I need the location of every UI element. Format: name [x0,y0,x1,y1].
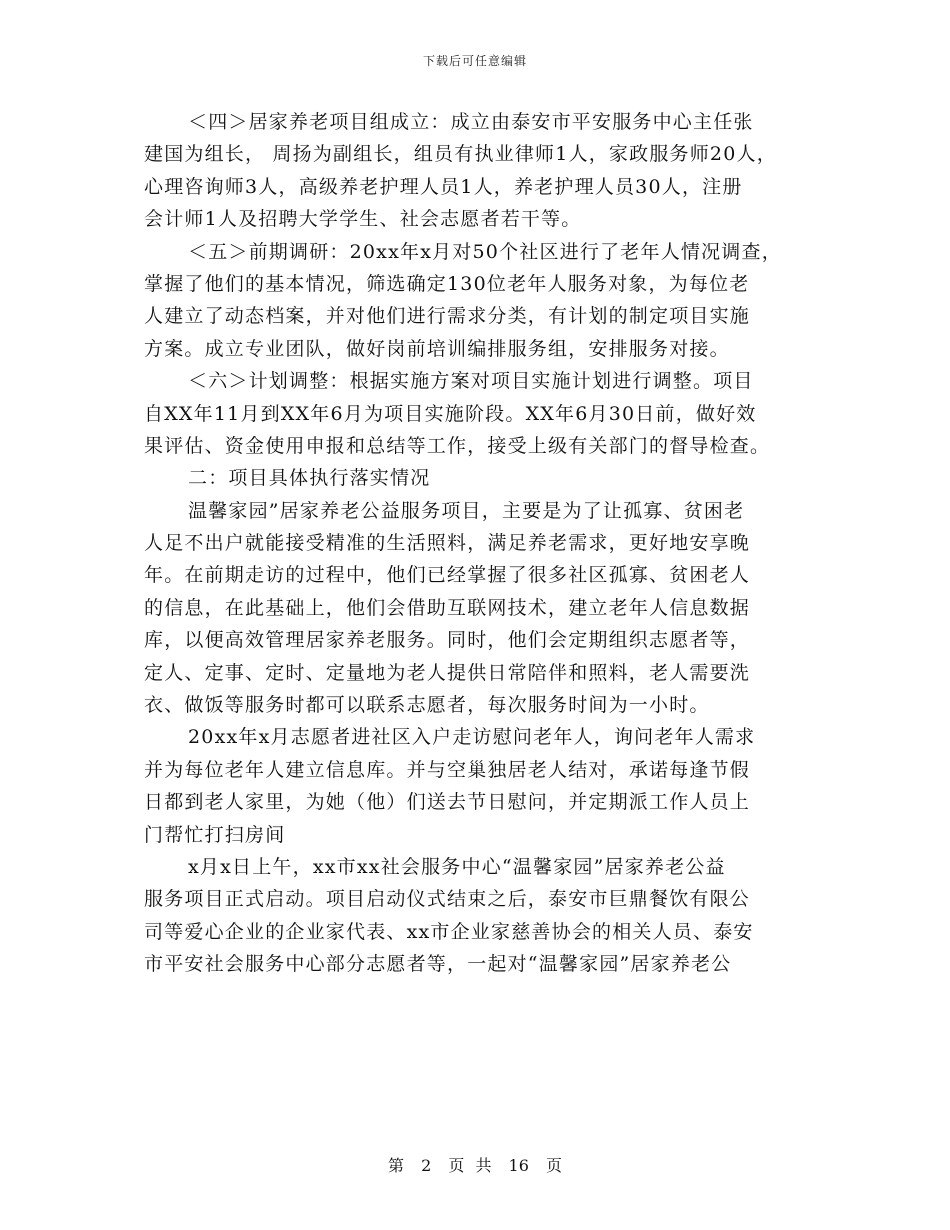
text-line: 门帮忙打扫房间 [144,823,286,846]
text-line: 果评估、资金使用申报和总结等工作，接受上级有关部门的督导检查。 [144,434,771,457]
text-line: 心理咨询师3人，高级养老护理人员1人，养老护理人员30人，注册 [144,175,743,198]
text-line: 司等爱心企业的企业家代表、xx市企业家慈善协会的相关人员、泰安 [144,920,754,943]
text-line: ＜四＞居家养老项目组成立：成立由泰安市平安服务中心主任张 [188,111,754,133]
text-line: 建国为组长， 周扬为副组长，组员有执业律师1人，家政服务师20人， [144,143,777,166]
total-page-count: 16 [508,1156,529,1175]
text-line: 20xx年x月志愿者进社区入户走访慰问老年人，询问老年人需求 [188,726,756,749]
text-line: 定人、定事、定时、定量地为老人提供日常陪伴和照料，老人需要洗 [144,661,751,684]
text-line: 温馨家园”居家养老公益服务项目，主要是为了让孤寡、贫困老 [188,499,745,522]
footer-suffix: 页 [546,1156,563,1175]
text-line: 并为每位老年人建立信息库。并与空巢独居老人结对，承诺每逢节假 [144,758,751,781]
text-line: 方案。成立专业团队，做好岗前培训编排服务组，安排服务对接。 [144,337,730,360]
text-line: 会计师1人及招聘大学学生、社会志愿者若干等。 [144,208,582,231]
footer-prefix: 第 [387,1156,404,1175]
text-line: ＜六＞计划调整：根据实施方案对项目实施计划进行调整。项目 [188,370,754,393]
text-line: 库，以便高效管理居家养老服务。同时，他们会定期组织志愿者等， [144,629,751,652]
text-line: 人建立了动态档案，并对他们进行需求分类，有计划的制定项目实施 [144,305,751,328]
text-line: 二：项目具体执行落实情况 [188,467,431,490]
text-line: 市平安社会服务中心部分志愿者等，一起对“温馨家园”居家养老公 [144,953,732,976]
page-header: 下载后可任意编辑 [422,54,527,68]
page-footer [0,1153,950,1176]
text-line: 人足不出户就能接受精准的生活照料，满足养老需求，更好地安享晚 [144,532,751,555]
text-line: 掌握了他们的基本情况，筛选确定130位老年人服务对象，为每位老 [144,272,750,295]
text-line: 的信息，在此基础上，他们会借助互联网技术，建立老年人信息数据 [144,596,751,619]
text-line: 衣、做饭等服务时都可以联系志愿者，每次服务时间为一小时。 [144,694,710,717]
text-line: 服务项目正式启动。项目启动仪式结束之后，泰安市巨鼎餐饮有限公 [144,888,751,911]
document-body [144,106,814,981]
text-line: 年。在前期走访的过程中，他们已经掌握了很多社区孤寡、贫困老人 [144,564,751,587]
text-line: ＜五＞前期调研：20xx年x月对50个社区进行了老年人情况调查， [188,240,782,263]
text-line: 日都到老人家里，为她（他）们送去节日慰问，并定期派工作人员上 [144,791,751,814]
footer-middle: 页 共 [448,1156,492,1175]
text-line: x月x日上午，xx市xx社会服务中心“温馨家园”居家养老公益 [188,855,726,878]
current-page-number: 2 [421,1156,432,1175]
text-line: 自XX年11月到XX年6月为项目实施阶段。XX年6月30日前，做好效 [144,402,757,425]
